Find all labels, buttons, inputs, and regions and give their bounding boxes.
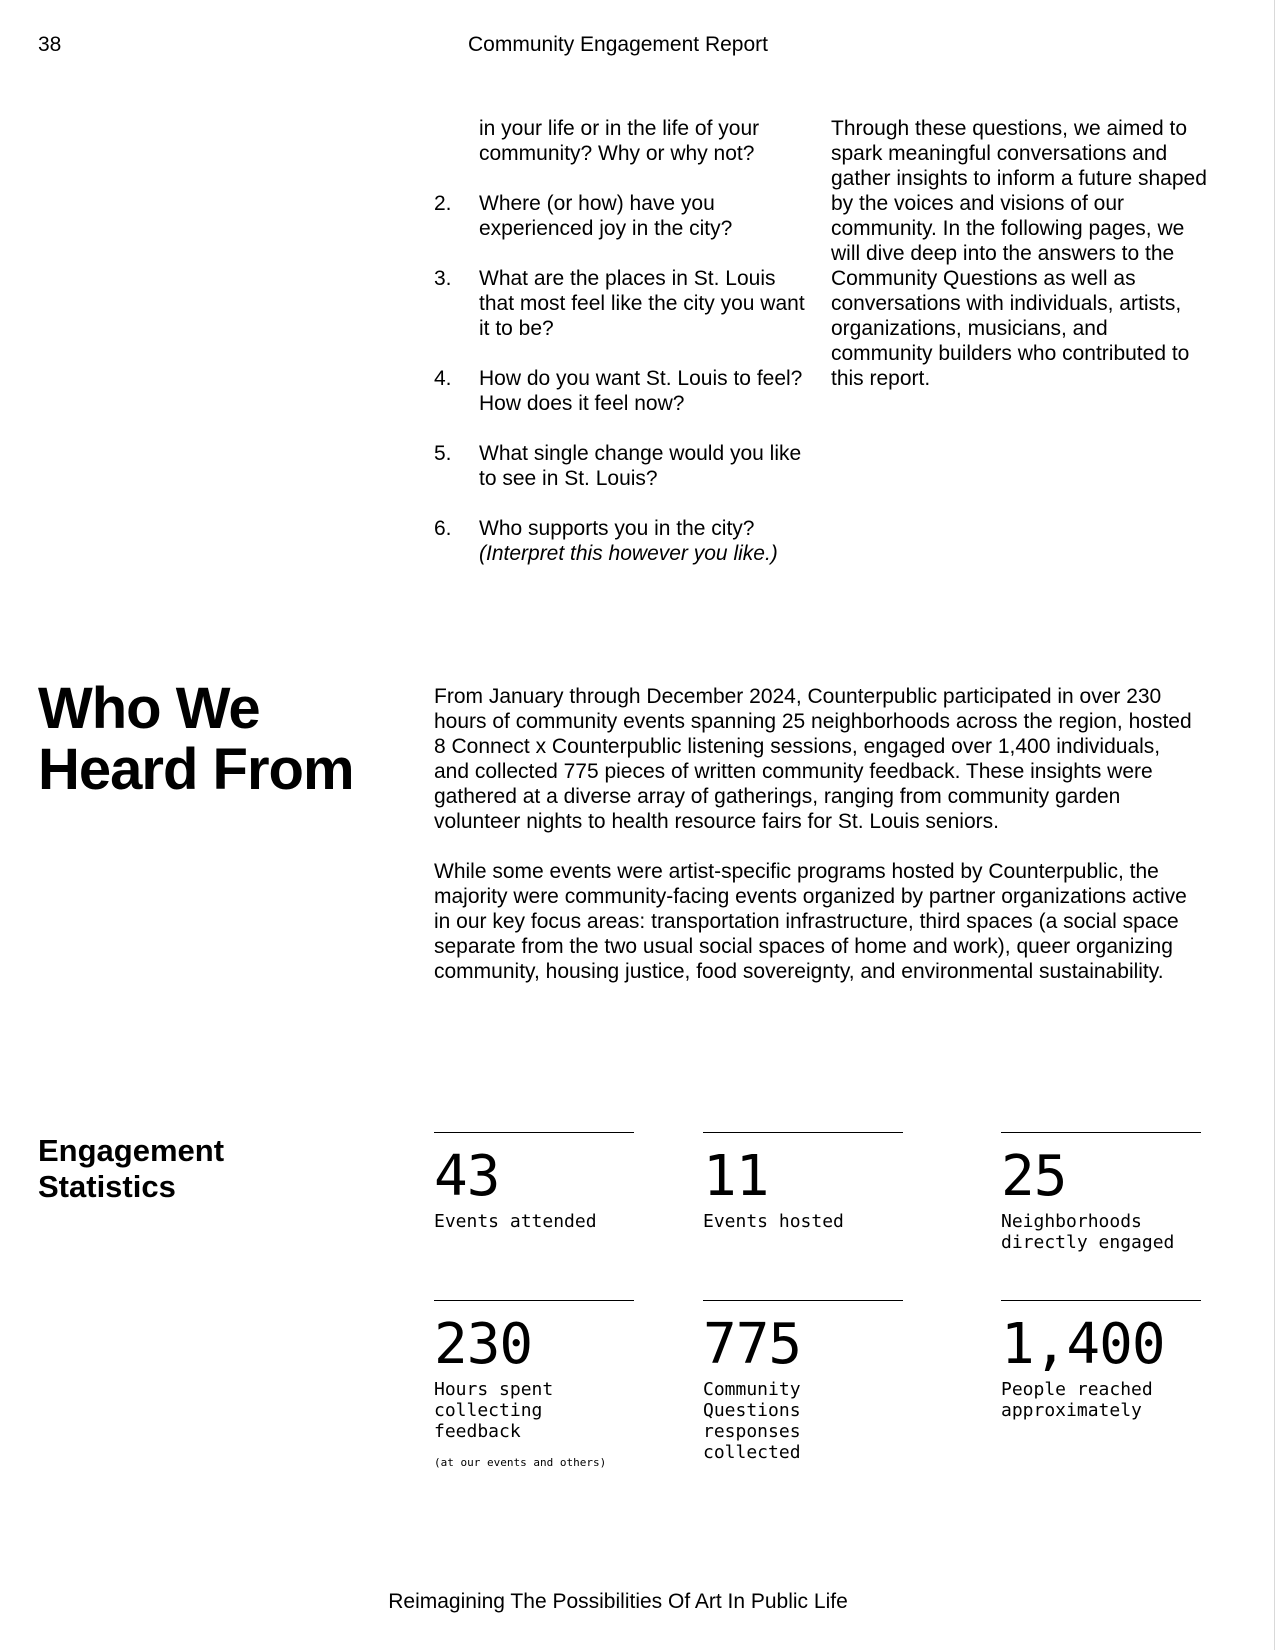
stat-label: Community Questions responses collected [703, 1379, 801, 1463]
question-number: 4. [434, 367, 452, 390]
question-number: 3. [434, 267, 452, 290]
question-text: Where (or how) have you experienced joy in the city? [479, 192, 733, 240]
stat-value: 11 [703, 1144, 769, 1209]
engagement-statistics-heading: Engagement Statistics [38, 1133, 225, 1204]
stat-label: Neighborhoods directly engaged [1001, 1211, 1175, 1253]
stat-value: 1,400 [1001, 1312, 1165, 1377]
question-item [434, 516, 809, 566]
question-number: 6. [434, 517, 452, 540]
question-text: Who supports you in the city? [479, 517, 755, 540]
stat-label: Events attended [434, 1211, 597, 1232]
question-item [434, 116, 809, 166]
stat-events-hosted [703, 1132, 903, 1232]
who-we-heard-body [434, 684, 1194, 1009]
page-number: 38 [38, 33, 62, 56]
stat-note: (at our events and others) [434, 1456, 607, 1469]
stat-responses-collected [703, 1300, 903, 1463]
stat-hours-collecting [434, 1300, 634, 1470]
stat-value: 25 [1001, 1144, 1067, 1209]
community-questions-list [434, 116, 809, 591]
question-item [434, 191, 809, 241]
question-item [434, 266, 809, 341]
question-note: (Interpret this however you like.) [479, 542, 778, 565]
footer-title: Reimagining The Possibilities Of Art In Public Life [388, 1590, 848, 1613]
stat-value: 230 [434, 1312, 533, 1377]
body-paragraph: From January through December 2024, Counterpublic participated in over 230 hours of community events spanning 25 neighborhoods across the region, hosted 8 Connect x Counterpublic listening sessions, engaged over 1,400 individuals, and collected 775 pieces of written community feedback. These insights were gathered at a diverse array of gatherings, ranging from community garden volunteer nights to health resource fairs for St. Louis seniors. [434, 685, 1192, 833]
stat-label: Events hosted [703, 1211, 844, 1232]
question-text: How do you want St. Louis to feel? How does it feel now? [479, 367, 803, 415]
question-item [434, 441, 809, 491]
stat-value: 775 [703, 1312, 802, 1377]
question-text: What are the places in St. Louis that most feel like the city you want it to be? [479, 267, 805, 340]
running-title: Community Engagement Report [468, 33, 768, 56]
stat-events-attended [434, 1132, 634, 1232]
question-number: 5. [434, 442, 452, 465]
stat-value: 43 [434, 1144, 500, 1209]
body-paragraph: While some events were artist-specific programs hosted by Counterpublic, the majority were community-facing events organized by partner organizations active in our key focus areas: transportation infrastructure, third spaces (a social space separate from the two usual social spaces of home and work), queer organizing community, housing justice, food sovereignty, and environmental sustainability. [434, 860, 1187, 983]
question-item [434, 366, 809, 416]
questions-intro-paragraph: Through these questions, we aimed to spark meaningful conversations and gather insights to inform a future shaped by the voices and visions of our community. In the following pages, we will dive deep into the answers to the Community Questions as well as conversations with individuals, artists, organizations, musicians, and community builders who contributed to this report. [831, 117, 1207, 390]
stat-people-reached [1001, 1300, 1201, 1421]
stat-label: People reached approximately [1001, 1379, 1153, 1421]
question-number: 2. [434, 192, 452, 215]
who-we-heard-heading: Who We Heard From [38, 676, 354, 802]
question-text: in your life or in the life of your community? Why or why not? [479, 117, 760, 165]
stat-neighborhoods-engaged [1001, 1132, 1201, 1253]
question-text: What single change would you like to see in St. Louis? [479, 442, 802, 490]
stat-label: Hours spent collecting feedback [434, 1379, 554, 1442]
